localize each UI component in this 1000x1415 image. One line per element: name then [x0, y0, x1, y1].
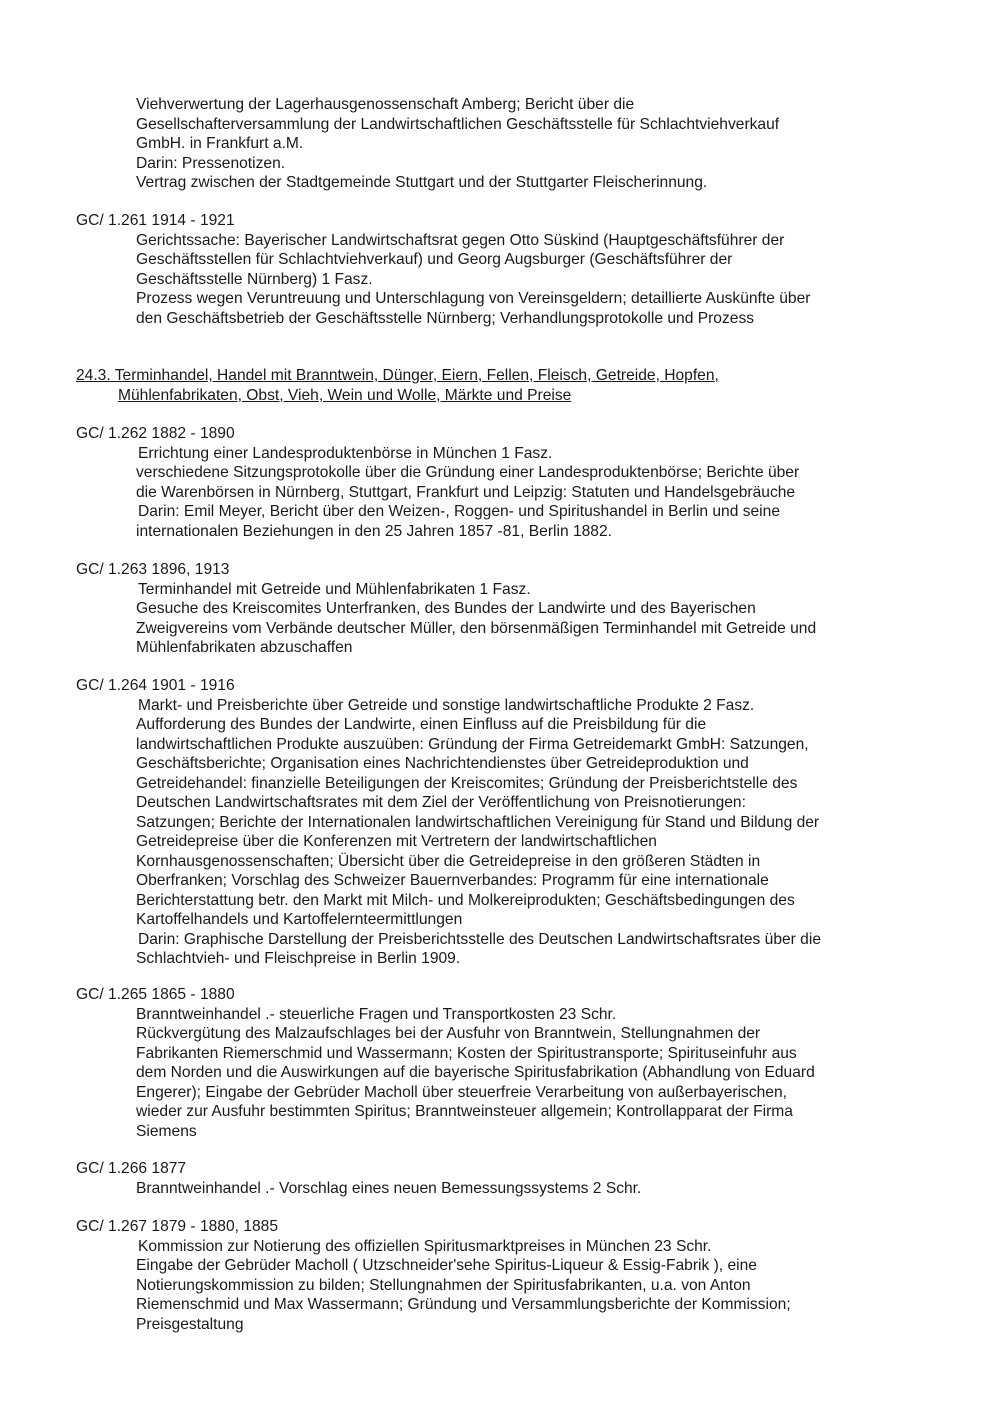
- text-line: Branntweinhandel .- steuerliche Fragen und Transportkosten 23 Schr.: [136, 1005, 617, 1023]
- entry-header: GC/ 1.263 1896, 1913: [76, 561, 230, 578]
- text-line: Notierungskommission zu bilden; Stellungnahmen der Spiritusfabrikanten, u.a. von Anton: [136, 1276, 751, 1294]
- text-line: verschiedene Sitzungsprotokolle über die Gründung einer Landesproduktenbörse; Berichte über: [136, 464, 800, 481]
- entry-header: GC/ 1.266 1877: [76, 1160, 187, 1177]
- text-line: Fabrikanten Riemerschmid und Wassermann; Kosten der Spiritustransporte; Spirituseinfuhr aus: [136, 1044, 797, 1062]
- text-line: internationalen Beziehungen in den 25 Jahren 1857 -81, Berlin 1882.: [136, 522, 612, 540]
- text-line: Berichterstattung betr. den Markt mit Milch- und Molkereiprodukten; Geschäftsbedingungen des: [136, 891, 795, 909]
- text-line: Gesuche des Kreiscomites Unterfranken, des Bundes der Landwirte und des Bayerischen: [136, 600, 756, 617]
- text-line: Aufforderung des Bundes der Landwirte, einen Einfluss auf die Preisbildung für die: [136, 716, 707, 733]
- text-line: Eingabe der Gebrüder Macholl ( Utzschneider'sehe Spiritus-Liqueur & Essig-Fabrik ), eine: [136, 1257, 757, 1274]
- text-line: Mühlenfabrikaten abzuschaffen: [136, 639, 353, 656]
- text-line: Gesellschafterversammlung der Landwirtschaftlichen Geschäftsstelle für Schlachtviehverkauf: [136, 115, 780, 133]
- text-line: dem Norden und die Auswirkungen auf die bayerische Spiritusfabrikation (Abhandlung von Eduard: [136, 1064, 815, 1081]
- text-line: Darin: Emil Meyer, Bericht über den Weizen-, Roggen- und Spiritushandel in Berlin und seine: [138, 503, 780, 520]
- text-line: Rückvergütung des Malzaufschlages bei der Ausfuhr von Branntwein, Stellungnahmen der: [136, 1025, 761, 1042]
- text-line: Oberfranken; Vorschlag des Schweizer Bauernverbandes: Programm für eine internationale: [136, 872, 769, 889]
- text-line: Siemens: [136, 1122, 197, 1140]
- entry-header: GC/ 1.262 1882 - 1890: [76, 425, 235, 442]
- text-line: Viehverwertung der Lagerhausgenossenschaft Amberg; Bericht über die: [136, 96, 635, 113]
- text-line: Getreidepreise über die Konferenzen mit Vertretern der landwirtschaftlichen: [136, 833, 657, 850]
- text-line: Errichtung einer Landesproduktenbörse in München 1 Fasz.: [138, 444, 553, 462]
- text-line: Zweigvereins vom Verbände deutscher Müller, den börsenmäßigen Terminhandel mit Getreide und: [136, 619, 817, 637]
- entry-header: GC/ 1.267 1879 - 1880, 1885: [76, 1218, 279, 1235]
- text-line: Riemenschmid und Max Wassermann; Gründung und Versammlungsberichte der Kommission;: [136, 1296, 791, 1313]
- text-line: Geschäftsberichte; Organisation eines Nachrichtendienstes über Getreideproduktion und: [136, 755, 749, 772]
- text-line: Darin: Pressenotizen.: [136, 154, 286, 172]
- text-line: Kartoffelhandels und Kartoffelernteermittlungen: [136, 911, 463, 928]
- text-line: landwirtschaftlichen Produkte auszuüben: Gründung der Firma Getreidemarkt GmbH: Satzungen,: [136, 735, 809, 753]
- text-line: Geschäftsstellen für Schlachtviehverkauf) und Georg Augsburger (Geschäftsführer der: [136, 251, 733, 268]
- entry-header: GC/ 1.261 1914 - 1921: [76, 212, 235, 229]
- text-line: Terminhandel mit Getreide und Mühlenfabrikaten 1 Fasz.: [138, 580, 531, 598]
- text-line: Satzungen; Berichte der Internationalen landwirtschaftlichen Vereinigung für Stand und Bildung der: [136, 813, 820, 831]
- text-line: Markt- und Preisberichte über Getreide und sonstige landwirtschaftliche Produkte 2 Fasz.: [138, 696, 755, 714]
- text-line: Branntweinhandel .- Vorschlag eines neuen Bemessungssystems 2 Schr.: [136, 1179, 642, 1197]
- text-line: Darin: Graphische Darstellung der Preisberichtsstelle des Deutschen Landwirtschaftsrates über die: [138, 930, 821, 948]
- text-line: Geschäftsstelle Nürnberg) 1 Fasz.: [136, 270, 373, 288]
- text-line: Schlachtvieh- und Fleischpreise in Berlin 1909.: [136, 950, 461, 967]
- text-line: Prozess wegen Veruntreuung und Unterschlagung von Vereinsgeldern; detaillierte Auskünfte über: [136, 290, 811, 307]
- text-line: Kornhausgenossenschaften; Übersicht über die Getreidepreise in den größeren Städten in: [136, 852, 761, 870]
- text-line: Engerer); Eingabe der Gebrüder Macholl über steuerfreie Verarbeitung von außerbayerischen,: [136, 1083, 787, 1101]
- entry-header: GC/ 1.265 1865 - 1880: [76, 986, 235, 1003]
- text-line: Kommission zur Notierung des offiziellen Spiritusmarktpreises in München 23 Schr.: [138, 1237, 712, 1255]
- text-line: Preisgestaltung: [136, 1315, 244, 1333]
- text-line: Gerichtssache: Bayerischer Landwirtschaftsrat gegen Otto Süskind (Hauptgeschäftsführer der: [136, 231, 785, 249]
- text-line: Getreidehandel: finanzielle Beteiligungen der Kreiscomites; Gründung der Preisberichtstelle des: [136, 774, 798, 792]
- section-heading-continued: Mühlenfabrikaten, Obst, Vieh, Wein und Wolle, Märkte und Preise: [118, 386, 572, 404]
- entry-header: GC/ 1.264 1901 - 1916: [76, 677, 235, 694]
- text-line: Deutschen Landwirtschaftsrates mit dem Ziel der Veröffentlichung von Preisnotierungen:: [136, 794, 746, 811]
- text-line: wieder zur Ausfuhr bestimmten Spiritus; Branntweinsteuer allgemein; Kontrollapparat der Firma: [136, 1103, 793, 1120]
- section-heading: 24.3. Terminhandel, Handel mit Branntwein, Dünger, Eiern, Fellen, Fleisch, Getreide, Hopfen,: [76, 367, 719, 384]
- text-line: die Warenbörsen in Nürnberg, Stuttgart, Frankfurt und Leipzig: Statuten und Handelsgebräuche: [136, 483, 796, 501]
- text-line: Vertrag zwischen der Stadtgemeinde Stuttgart und der Stuttgarter Fleischerinnung.: [136, 174, 708, 191]
- text-line: GmbH. in Frankfurt a.M.: [136, 135, 304, 152]
- text-line: den Geschäftsbetrieb der Geschäftsstelle Nürnberg; Verhandlungsprotokolle und Prozess: [136, 309, 755, 327]
